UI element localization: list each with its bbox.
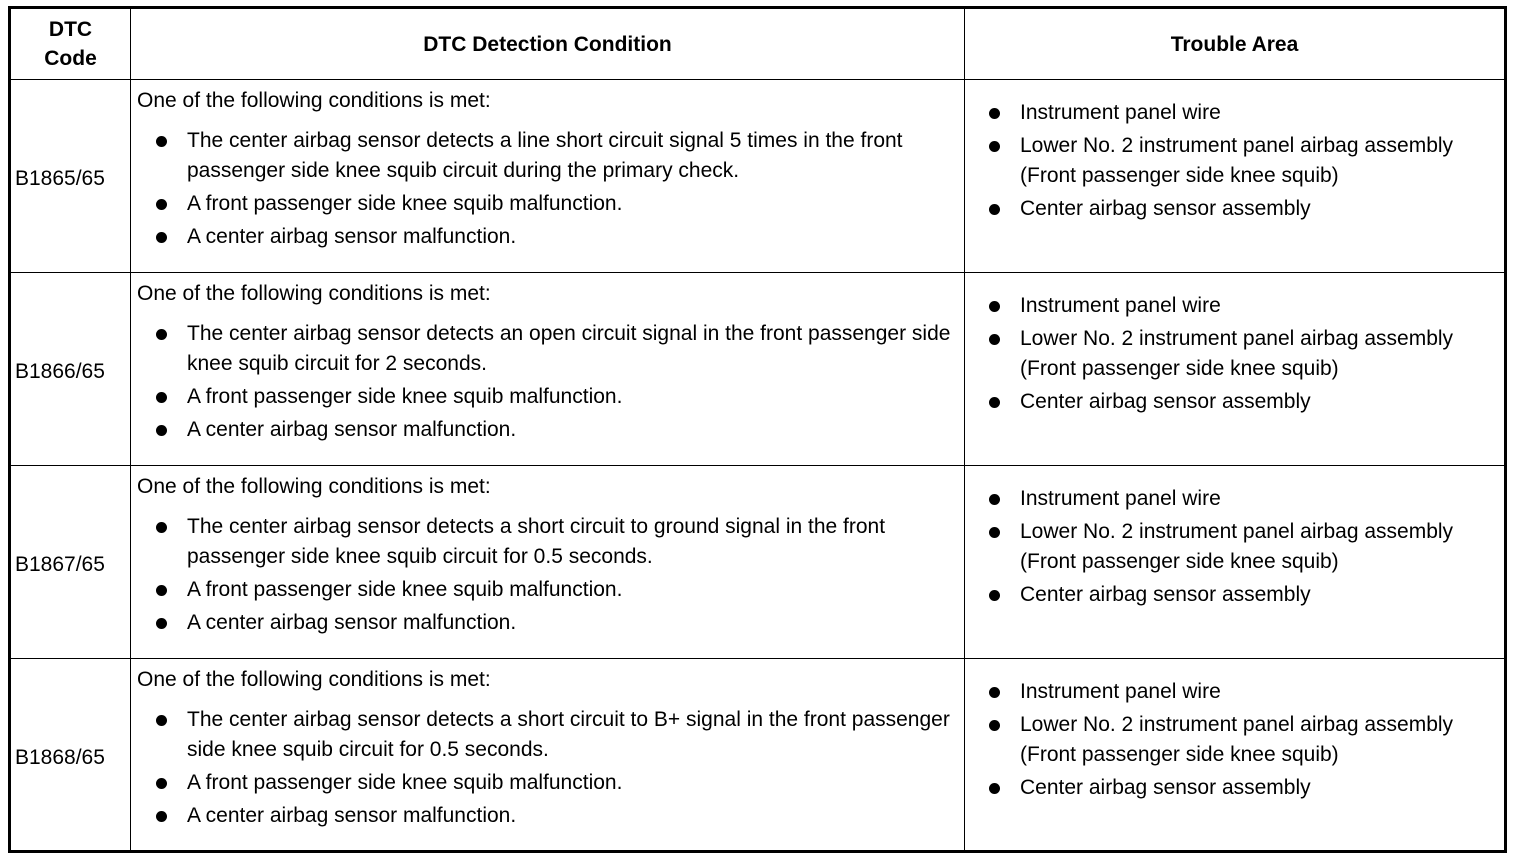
dtc-code-cell: B1867/65: [10, 466, 131, 659]
condition-list: [137, 319, 956, 445]
table-row: [10, 273, 1506, 466]
trouble-area-item: Center airbag sensor assembly: [985, 580, 1496, 610]
trouble-area-item: Center airbag sensor assembly: [985, 387, 1496, 417]
condition-item: A front passenger side knee squib malfunction.: [137, 575, 956, 605]
condition-intro: One of the following conditions is met:: [137, 282, 491, 305]
condition-intro: One of the following conditions is met:: [137, 475, 491, 498]
trouble-area-item: Center airbag sensor assembly: [985, 773, 1496, 803]
detection-condition-cell: [131, 659, 965, 852]
detection-condition-cell: [131, 466, 965, 659]
dtc-code-cell: B1868/65: [10, 659, 131, 852]
trouble-area-item: Lower No. 2 instrument panel airbag assembly (Front passenger side knee squib): [985, 131, 1496, 191]
table-row: [10, 80, 1506, 273]
detection-condition-cell: [131, 80, 965, 273]
trouble-area-cell: [965, 466, 1506, 659]
detection-condition-cell: [131, 273, 965, 466]
trouble-area-item: Instrument panel wire: [985, 677, 1496, 707]
trouble-area-item: Center airbag sensor assembly: [985, 194, 1496, 224]
condition-item: The center airbag sensor detects a line short circuit signal 5 times in the front passenger side knee squib circuit during the primary check.: [137, 126, 956, 186]
table-header-row: [10, 8, 1506, 80]
condition-item: The center airbag sensor detects an open circuit signal in the front passenger side knee squib circuit for 2 seconds.: [137, 319, 956, 379]
condition-item: The center airbag sensor detects a short circuit to ground signal in the front passenger side knee squib circuit for 0.5 seconds.: [137, 512, 956, 572]
condition-item: A front passenger side knee squib malfunction.: [137, 768, 956, 798]
condition-item: A center airbag sensor malfunction.: [137, 608, 956, 638]
table-body: [10, 80, 1506, 852]
trouble-area-item: Lower No. 2 instrument panel airbag assembly (Front passenger side knee squib): [985, 517, 1496, 577]
trouble-area-cell: [965, 80, 1506, 273]
condition-item: A front passenger side knee squib malfunction.: [137, 189, 956, 219]
header-trouble-area: Trouble Area: [965, 8, 1506, 80]
header-dtc-code: DTC Code: [10, 8, 131, 80]
condition-list: [137, 512, 956, 638]
trouble-area-list: [985, 484, 1496, 610]
condition-list: [137, 126, 956, 252]
trouble-area-item: Instrument panel wire: [985, 291, 1496, 321]
condition-intro: One of the following conditions is met:: [137, 668, 491, 691]
table-row: [10, 466, 1506, 659]
dtc-code-cell: B1865/65: [10, 80, 131, 273]
trouble-area-item: Instrument panel wire: [985, 98, 1496, 128]
condition-item: A center airbag sensor malfunction.: [137, 415, 956, 445]
trouble-area-item: Lower No. 2 instrument panel airbag assembly (Front passenger side knee squib): [985, 710, 1496, 770]
condition-item: A center airbag sensor malfunction.: [137, 801, 956, 831]
trouble-area-list: [985, 98, 1496, 224]
dtc-code-cell: B1866/65: [10, 273, 131, 466]
condition-intro: One of the following conditions is met:: [137, 89, 491, 112]
trouble-area-cell: [965, 659, 1506, 852]
dtc-table: [8, 6, 1507, 853]
trouble-area-item: Instrument panel wire: [985, 484, 1496, 514]
trouble-area-list: [985, 677, 1496, 803]
trouble-area-item: Lower No. 2 instrument panel airbag assembly (Front passenger side knee squib): [985, 324, 1496, 384]
condition-list: [137, 705, 956, 831]
condition-item: A center airbag sensor malfunction.: [137, 222, 956, 252]
header-detection-condition: DTC Detection Condition: [131, 8, 965, 80]
trouble-area-cell: [965, 273, 1506, 466]
condition-item: The center airbag sensor detects a short circuit to B+ signal in the front passenger side knee squib circuit for 0.5 seconds.: [137, 705, 956, 765]
condition-item: A front passenger side knee squib malfunction.: [137, 382, 956, 412]
trouble-area-list: [985, 291, 1496, 417]
table-row: [10, 659, 1506, 852]
